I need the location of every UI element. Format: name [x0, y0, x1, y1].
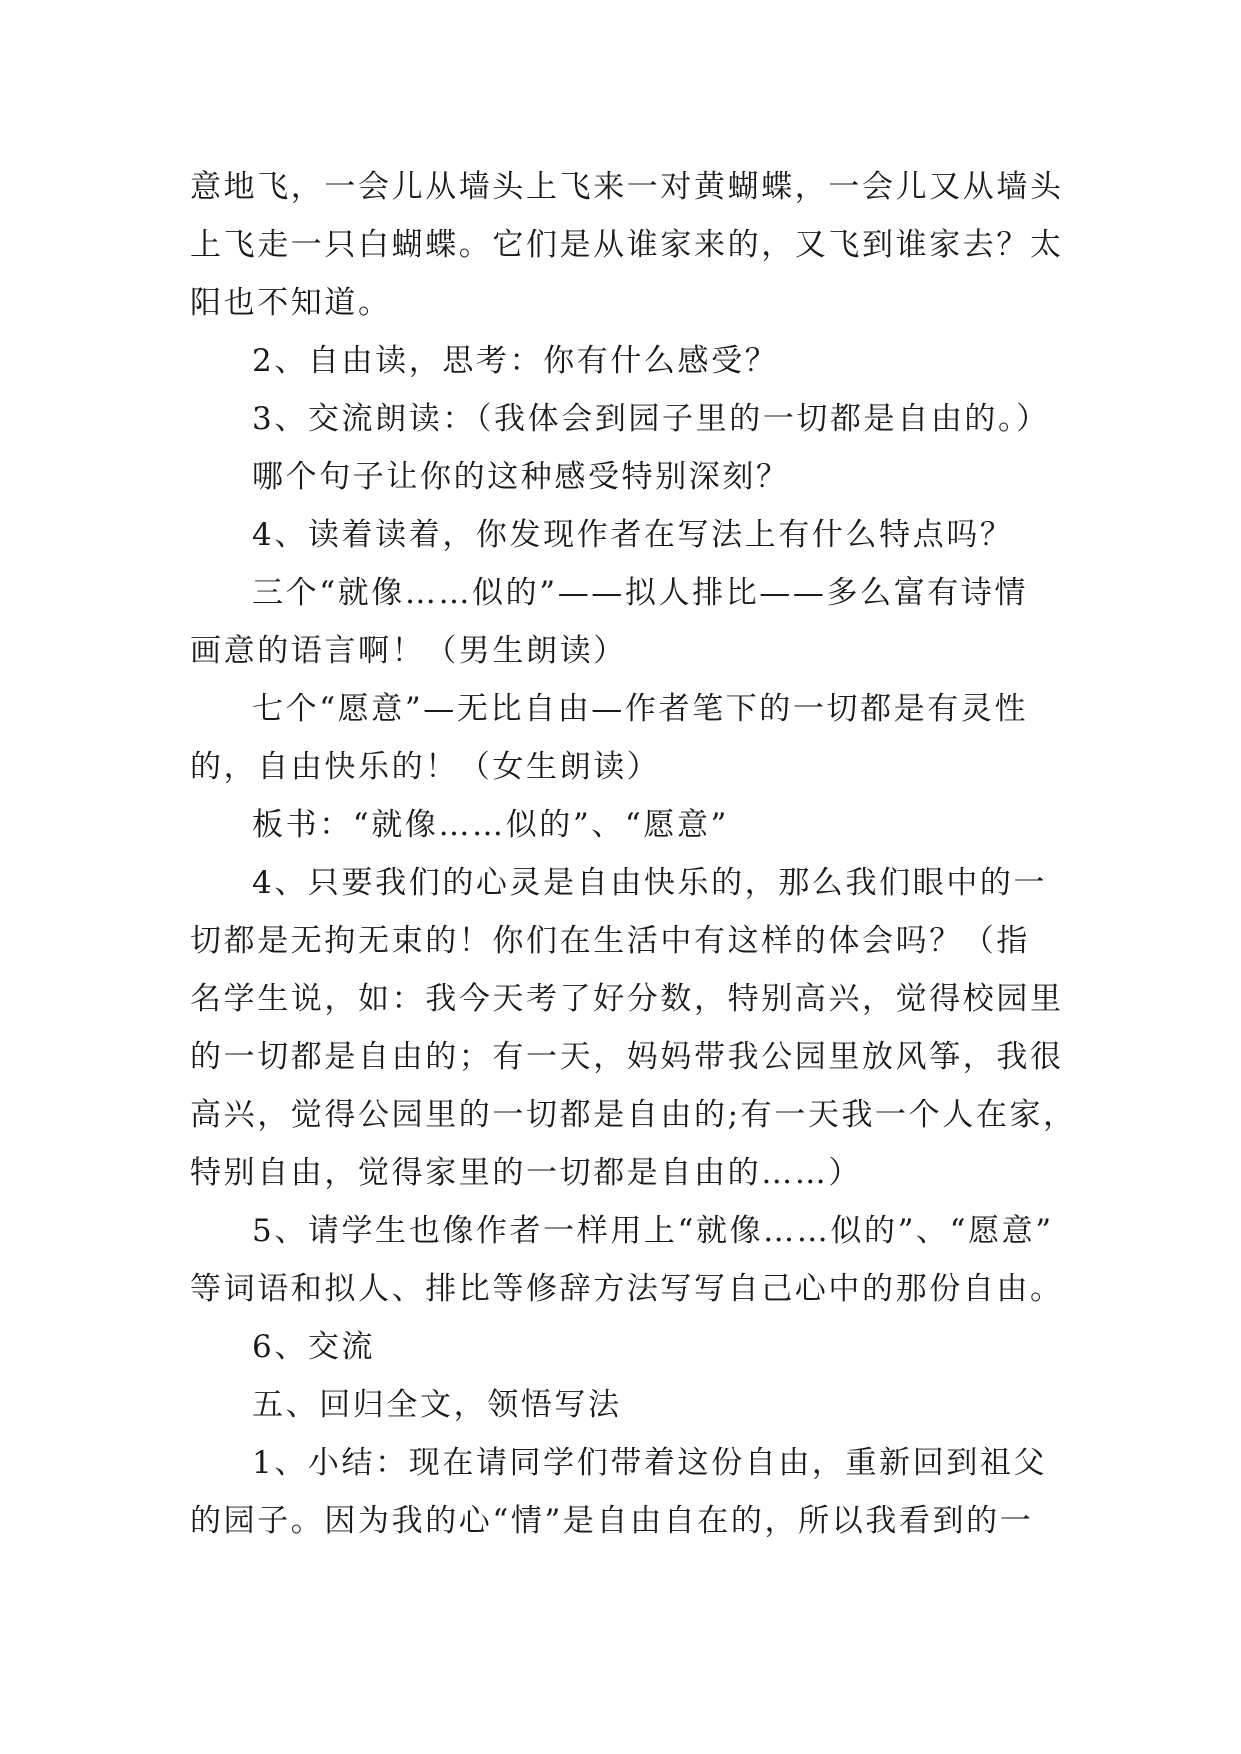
paragraph: [190, 158, 1064, 332]
text-line: 意地飞，一会儿从墙头上飞来一对黄蝴蝶，一会儿又从墙头: [190, 169, 1064, 205]
text-line: 5、请学生也像作者一样用上“就像……似的”、“愿意”: [252, 1213, 1054, 1249]
paragraph: [190, 680, 1060, 796]
paragraph: [190, 1376, 1060, 1434]
paragraph: [190, 796, 1060, 854]
text-line: 名学生说，如：我今天考了好分数，特别高兴，觉得校园里: [190, 981, 1064, 1017]
text-line: 2、自由读，思考：你有什么感受？: [252, 343, 779, 379]
text-line: 等词语和拟人、排比等修辞方法写写自己心中的那份自由。: [190, 1271, 1064, 1307]
paragraph: [190, 1434, 1060, 1550]
text-line: 五、回归全文，领悟写法: [252, 1387, 622, 1423]
paragraph: [190, 390, 1060, 448]
text-line: 高兴，觉得公园里的一切都是自由的;有一天我一个人在家，: [190, 1097, 1077, 1133]
paragraph: [190, 332, 1060, 390]
text-line: 4、读着读着，你发现作者在写法上有什么特点吗？: [252, 517, 1014, 553]
text-line: 3、交流朗读：（我体会到园子里的一切都是自由的。）: [252, 401, 1050, 437]
text-line: 的，自由快乐的！（女生朗读）: [190, 749, 661, 785]
text-line: 画意的语言啊！（男生朗读）: [190, 633, 627, 669]
text-line: 1、小结：现在请同学们带着这份自由，重新回到祖父: [252, 1445, 1048, 1481]
text-line: 板书：“就像……似的”、“愿意”: [252, 807, 729, 843]
text-line: 4、只要我们的心灵是自由快乐的，那么我们眼中的一: [252, 865, 1048, 901]
paragraph: [190, 564, 1060, 680]
paragraph: [190, 1202, 1064, 1318]
text-line: 三个“就像……似的”——拟人排比——多么富有诗情: [252, 575, 1029, 611]
text-line: 上飞走一只白蝴蝶。它们是从谁家来的，又飞到谁家去？太: [190, 227, 1064, 263]
paragraph: [190, 854, 1077, 1202]
text-line: 切都是无拘无束的！你们在生活中有这样的体会吗？（指: [190, 923, 1030, 959]
paragraph: [190, 448, 1060, 506]
text-line: 哪个句子让你的这种感受特别深刻？: [252, 459, 790, 495]
text-line: 七个“愿意”—无比自由—作者笔下的一切都是有灵性: [252, 691, 1029, 727]
paragraph: [190, 1318, 1060, 1376]
text-line: 阳也不知道。: [190, 285, 392, 321]
text-line: 的一切都是自由的；有一天，妈妈带我公园里放风筝，我很: [190, 1039, 1064, 1075]
document-body: [190, 158, 1077, 1550]
text-line: 特别自由，觉得家里的一切都是自由的……）: [190, 1155, 862, 1191]
text-line: 的园子。因为我的心“情”是自由自在的，所以我看到的一: [190, 1503, 1034, 1539]
paragraph: [190, 506, 1060, 564]
text-line: 6、交流: [252, 1329, 376, 1365]
